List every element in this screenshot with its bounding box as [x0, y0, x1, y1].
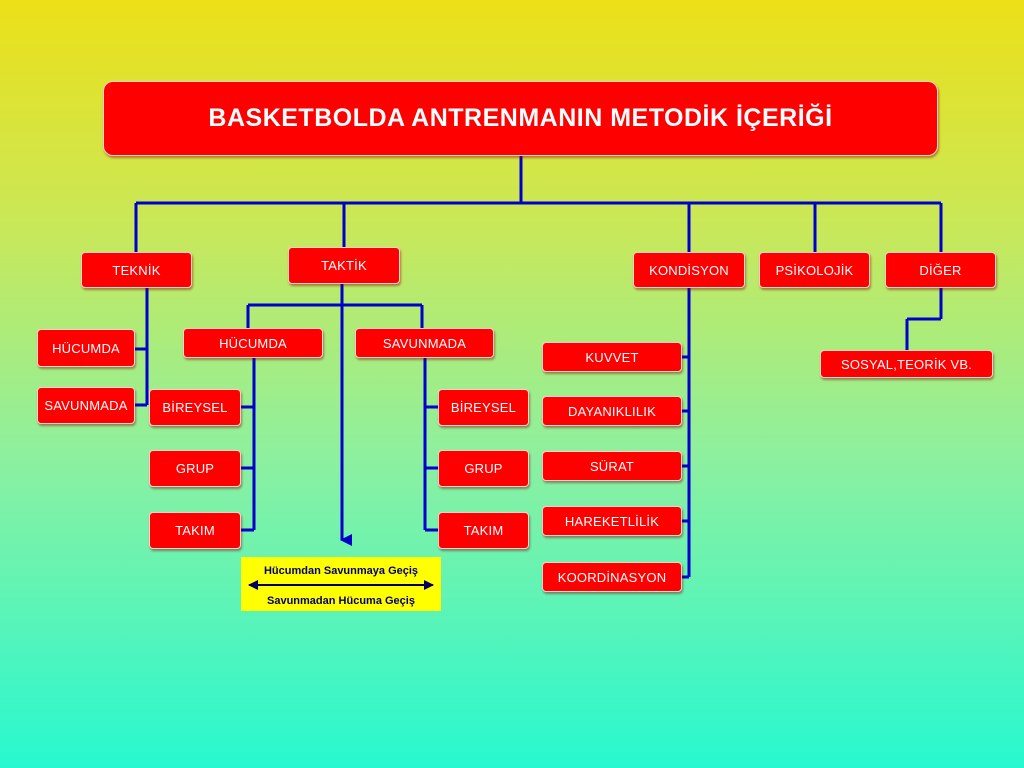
transition-legend: [241, 557, 441, 611]
node-kuvvet: KUVVET: [542, 342, 682, 372]
node-taktik-hucumda: HÜCUMDA: [183, 328, 323, 358]
node-savunmada-takim: TAKIM: [438, 512, 529, 549]
node-savunmada-grup: GRUP: [438, 450, 529, 487]
node-dayaniklilik: DAYANIKLILIK: [542, 396, 682, 426]
node-teknik-hucumda: HÜCUMDA: [37, 329, 135, 367]
node-hucumda-takim: TAKIM: [149, 512, 241, 549]
node-hucumda-grup: GRUP: [149, 450, 241, 487]
double-arrow-icon: [241, 577, 441, 593]
node-taktik: TAKTİK: [288, 247, 400, 284]
legend-line-2: Savunmadan Hücuma Geçiş: [267, 595, 415, 607]
node-kondisyon: KONDİSYON: [633, 252, 745, 288]
node-hareketlilik: HAREKETLİLİK: [542, 506, 682, 536]
node-surat: SÜRAT: [542, 451, 682, 481]
node-teknik: TEKNİK: [81, 252, 192, 288]
node-diger: DİĞER: [885, 252, 996, 288]
diagram-title: BASKETBOLDA ANTRENMANIN METODİK İÇERİĞİ: [103, 81, 938, 156]
node-teknik-savunmada: SAVUNMADA: [37, 387, 135, 424]
node-sosyal-teorik: SOSYAL,TEORİK VB.: [820, 350, 993, 378]
node-hucumda-bireysel: BİREYSEL: [149, 389, 241, 426]
node-koordinasyon: KOORDİNASYON: [542, 562, 682, 592]
legend-line-1: Hücumdan Savunmaya Geçiş: [263, 565, 419, 577]
node-psikolojik: PSİKOLOJİK: [759, 252, 870, 288]
node-taktik-savunmada: SAVUNMADA: [355, 328, 494, 358]
node-savunmada-bireysel: BİREYSEL: [438, 389, 529, 426]
